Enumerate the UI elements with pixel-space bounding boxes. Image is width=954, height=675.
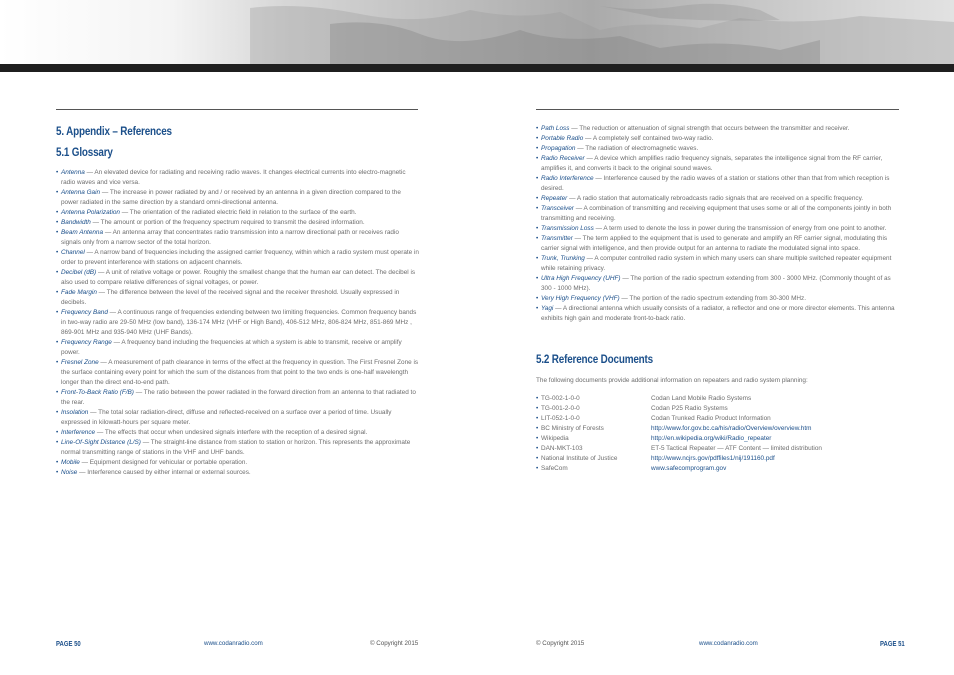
reference-item bbox=[536, 424, 822, 434]
glossary-term: Front-To-Back Ratio (F/B) bbox=[61, 389, 134, 396]
reference-id: BC Ministry of Forests bbox=[541, 425, 604, 432]
glossary-item bbox=[56, 288, 420, 308]
reference-id: TG-001-2-0-0 bbox=[541, 405, 580, 412]
world-map-image bbox=[0, 0, 954, 72]
glossary-definition: — A device which amplifies radio frequency signals, separates the intelligence signal from the RF carrier, amplifies it, and converts it back to the original sound waves. bbox=[541, 155, 883, 172]
glossary-term: Decibel (dB) bbox=[61, 269, 97, 276]
reference-id: DAN-MKT-103 bbox=[541, 445, 583, 452]
right-top-rule bbox=[536, 109, 899, 110]
reference-item bbox=[536, 464, 822, 474]
glossary-item bbox=[536, 144, 898, 154]
glossary-list-right bbox=[536, 124, 898, 324]
glossary-term: Antenna Gain bbox=[61, 189, 101, 196]
reference-link[interactable]: http://www.for.gov.bc.ca/his/radio/Overview/overview.htm bbox=[651, 425, 812, 432]
glossary-term: Trunk, Trunking bbox=[541, 255, 585, 262]
glossary-item bbox=[536, 254, 898, 274]
footer-copyright-left: © Copyright 2015 bbox=[370, 640, 419, 647]
glossary-definition: — The total solar radiation-direct, diffuse and reflected-received on a surface over a period of time. Usually expressed in kilowatt-hours per square meter. bbox=[61, 409, 392, 426]
page-number-left: PAGE 50 bbox=[56, 641, 81, 648]
glossary-definition: — The ratio between the power radiated in the forward direction from an antenna to that radiated to the rear. bbox=[61, 389, 416, 406]
glossary-list-left bbox=[56, 168, 420, 478]
reference-link[interactable]: www.safecomprogram.gov bbox=[651, 465, 727, 472]
glossary-definition: — The orientation of the radiated electric field in relation to the surface of the earth. bbox=[119, 209, 357, 216]
reference-item bbox=[536, 404, 822, 414]
glossary-term: Very High Frequency (VHF) bbox=[541, 295, 620, 302]
reference-id: Wikipedia bbox=[541, 435, 569, 442]
reference-description: Codan P25 Radio Systems bbox=[651, 405, 728, 412]
glossary-term: Interference bbox=[61, 429, 96, 436]
glossary-definition: — The amount or portion of the frequency spectrum required to transmit the desired information. bbox=[90, 219, 365, 226]
glossary-term: Yagi bbox=[541, 305, 554, 312]
glossary-title: 5.1 Glossary bbox=[56, 147, 113, 159]
glossary-item bbox=[536, 294, 898, 304]
glossary-term: Fresnel Zone bbox=[61, 359, 99, 366]
glossary-item bbox=[56, 338, 420, 358]
reference-description: Codan Trunked Radio Product Information bbox=[651, 415, 771, 422]
glossary-item bbox=[536, 304, 898, 324]
glossary-term: Radio Interference bbox=[541, 175, 594, 182]
glossary-definition: — A continuous range of frequencies extending between two limiting frequencies. Common frequency bands in two-way radio are 29-50 MHz (low band), 136-174 MHz (VHF or High Band), 406-512 MHz, 806-824 MHz, 851-869 MHz , 869-901 MHz and 935-940 MHz (UHF Bands). bbox=[61, 309, 417, 336]
reference-docs-title: 5.2 Reference Documents bbox=[536, 354, 653, 366]
glossary-term: Transceiver bbox=[541, 205, 574, 212]
glossary-definition: — The increase in power radiated by and / or received by an antenna in a given direction compared to the power radiated in the same direction by a standard omni-directional antenna. bbox=[61, 189, 401, 206]
glossary-term: Beam Antenna bbox=[61, 229, 104, 236]
glossary-item bbox=[536, 134, 898, 144]
reference-id: TG-002-1-0-0 bbox=[541, 395, 580, 402]
glossary-term: Transmitter bbox=[541, 235, 573, 242]
glossary-definition: — The radiation of electromagnetic waves. bbox=[575, 145, 699, 152]
glossary-item bbox=[56, 308, 420, 338]
page-number-right: PAGE 51 bbox=[880, 641, 905, 648]
footer-url-left[interactable]: www.codanradio.com bbox=[204, 640, 263, 647]
glossary-definition: — A frequency band including the frequencies at which a system is able to transmit, receive or amplify power. bbox=[61, 339, 402, 356]
glossary-term: Insolation bbox=[61, 409, 89, 416]
glossary-term: Frequency Range bbox=[61, 339, 112, 346]
glossary-term: Ultra High Frequency (UHF) bbox=[541, 275, 621, 282]
glossary-term: Noise bbox=[61, 469, 78, 476]
glossary-term: Portable Radio bbox=[541, 135, 584, 142]
glossary-definition: — A term used to denote the loss in power during the transmission of energy from one point to another. bbox=[593, 225, 887, 232]
reference-link[interactable]: http://en.wikipedia.org/wiki/Radio_repeater bbox=[651, 435, 772, 442]
footer-url-right[interactable]: www.codanradio.com bbox=[699, 640, 758, 647]
left-top-rule bbox=[56, 109, 418, 110]
glossary-item bbox=[56, 388, 420, 408]
glossary-term: Mobile bbox=[61, 459, 80, 466]
glossary-definition: — Equipment designed for vehicular or portable operation. bbox=[79, 459, 248, 466]
footer-copyright-right: © Copyright 2015 bbox=[536, 640, 585, 647]
reference-description: ET-5 Tactical Repeater — ATF Content — limited distribution bbox=[651, 445, 822, 452]
reference-id: National Institute of Justice bbox=[541, 455, 618, 462]
glossary-definition: — The portion of the radio spectrum extending from 300 - 3000 MHz. (Commonly thought of as 300 - 1000 MHz). bbox=[541, 275, 891, 292]
glossary-term: Antenna Polarization bbox=[61, 209, 120, 216]
glossary-term: Antenna bbox=[61, 169, 85, 176]
glossary-item bbox=[56, 408, 420, 428]
reference-id: SafeCom bbox=[541, 465, 568, 472]
reference-item bbox=[536, 434, 822, 444]
glossary-item bbox=[56, 168, 420, 188]
glossary-definition: — A narrow band of frequencies including the assigned carrier frequency, within which a radio system must operate in order to prevent interference with stations on adjacent channels. bbox=[61, 249, 419, 266]
glossary-definition: — A unit of relative voltage or power. Roughly the smallest change that the human ear can detect. The decibel is also used to compare relative differences of signal voltages, or power. bbox=[61, 269, 416, 286]
glossary-item bbox=[536, 124, 898, 134]
glossary-term: Propagation bbox=[541, 145, 576, 152]
glossary-definition: — The effects that occur when undesired signals interfere with the reception of a desired signal. bbox=[95, 429, 368, 436]
glossary-definition: — A computer controlled radio system in which many users can share multiple switched repeater equipment while retaining privacy. bbox=[541, 255, 892, 272]
glossary-item bbox=[56, 188, 420, 208]
glossary-term: Frequency Band bbox=[61, 309, 108, 316]
glossary-definition: — An antenna array that concentrates radio transmission into a narrow directional path or receives radio signals only from a narrow sector of the total horizon. bbox=[61, 229, 399, 246]
glossary-definition: — A radio station that automatically rebroadcasts radio signals that are received on a specific frequency. bbox=[567, 195, 864, 202]
glossary-item bbox=[536, 174, 898, 194]
glossary-definition: — A directional antenna which usually consists of a radiator, a reflector and one or more director elements. This antenna exhibits high gain and moderate front-to-back ratio. bbox=[541, 305, 895, 322]
glossary-item bbox=[56, 428, 420, 438]
header-banner bbox=[0, 0, 954, 72]
glossary-term: Repeater bbox=[541, 195, 568, 202]
glossary-definition: — A completely self contained two-way radio. bbox=[583, 135, 714, 142]
glossary-item bbox=[536, 274, 898, 294]
glossary-term: Path Loss bbox=[541, 125, 570, 132]
glossary-definition: — A combination of transmitting and receiving equipment that uses some or all of the components jointly in both transmitting and receiving. bbox=[541, 205, 892, 222]
glossary-item bbox=[536, 234, 898, 254]
glossary-definition: — The portion of the radio spectrum extending from 30-300 MHz. bbox=[619, 295, 806, 302]
glossary-term: Fade Margin bbox=[61, 289, 97, 296]
glossary-item bbox=[56, 458, 420, 468]
glossary-definition: — The difference between the level of the received signal and the receiver threshold. Usually expressed in decibels. bbox=[61, 289, 400, 306]
glossary-item bbox=[56, 438, 420, 458]
glossary-item bbox=[56, 248, 420, 268]
glossary-item bbox=[536, 224, 898, 234]
glossary-term: Radio Receiver bbox=[541, 155, 585, 162]
glossary-definition: — The reduction or attenuation of signal strength that occurs between the transmitter and receiver. bbox=[569, 125, 850, 132]
glossary-item bbox=[56, 468, 420, 478]
glossary-item bbox=[536, 204, 898, 224]
reference-intro: The following documents provide additional information on repeaters and radio system planning: bbox=[536, 377, 808, 384]
reference-description: Codan Land Mobile Radio Systems bbox=[651, 395, 752, 402]
reference-item bbox=[536, 414, 822, 424]
glossary-item bbox=[536, 154, 898, 174]
glossary-definition: — Interference caused by either internal or external sources. bbox=[77, 469, 251, 476]
glossary-definition: — Interference caused by the radio waves of a station or stations other than that from which reception is desired. bbox=[541, 175, 890, 192]
reference-id: LIT-052-1-0-0 bbox=[541, 415, 580, 422]
glossary-item bbox=[56, 218, 420, 228]
glossary-term: Line-Of-Sight Distance (L/S) bbox=[61, 439, 141, 446]
reference-item bbox=[536, 444, 822, 454]
glossary-item bbox=[56, 228, 420, 248]
glossary-item bbox=[56, 208, 420, 218]
glossary-item bbox=[56, 358, 420, 388]
reference-link[interactable]: http://www.ncjrs.gov/pdffiles1/nij/191160.pdf bbox=[651, 455, 775, 462]
glossary-item bbox=[536, 194, 898, 204]
glossary-term: Transmission Loss bbox=[541, 225, 594, 232]
glossary-definition: — An elevated device for radiating and receiving radio waves. It changes electrical currents into electro-magnetic radio waves and vice versa. bbox=[61, 169, 406, 186]
glossary-term: Channel bbox=[61, 249, 85, 256]
glossary-definition: — The term applied to the equipment that is used to generate and amplify an RF carrier signal, modulating this carrier signal with intelligence, and then provide output for an antenna to radiate the modulated signal into space. bbox=[541, 235, 888, 252]
reference-item bbox=[536, 394, 822, 404]
glossary-item bbox=[56, 268, 420, 288]
glossary-term: Bandwidth bbox=[61, 219, 91, 226]
section-title: 5. Appendix – References bbox=[56, 126, 172, 138]
glossary-definition: — The straight-line distance from station to station or horizon. This represents the approximate normal transmitting range of stations in the VHF and UHF bands. bbox=[61, 439, 411, 456]
reference-item bbox=[536, 454, 822, 464]
banner-bar bbox=[0, 64, 954, 72]
glossary-definition: — A measurement of path clearance in terms of the effect at the frequency in question. The First Fresnel Zone is the surface containing every point for which the sum of the distances from that point to the two ends is one-half wavelength longer than the direct end-to-end path. bbox=[61, 359, 419, 386]
reference-list bbox=[536, 394, 822, 474]
